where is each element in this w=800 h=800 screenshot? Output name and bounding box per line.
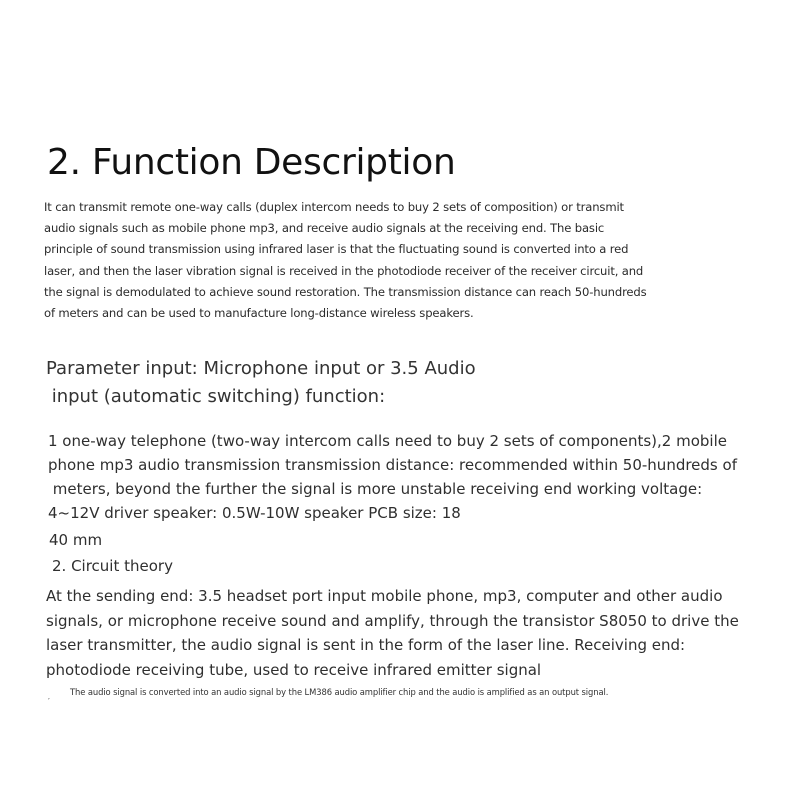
intro-line: laser, and then the laser vibration signal is received in the photodiode receiver of the receiver circuit, and	[44, 263, 644, 278]
spec-line: meters, beyond the further the signal is more unstable receiving end working voltage:	[48, 480, 703, 498]
parameter-heading	[46, 355, 476, 411]
footnote: The audio signal is converted into an audio signal by the LM386 audio amplifier chip and the audio is amplified as an output signal.	[70, 687, 609, 697]
footnote-mark: ′	[48, 697, 50, 706]
intro-line: the signal is demodulated to achieve sound restoration. The transmission distance can reach 50-hundreds	[44, 284, 647, 299]
parameter-line: Parameter input: Microphone input or 3.5 Audio	[46, 358, 476, 379]
intro-line: audio signals such as mobile phone mp3, and receive audio signals at the receiving end. The basic	[44, 221, 605, 236]
page-title: 2. Function Description	[47, 142, 456, 184]
spec-line: phone mp3 audio transmission transmission distance: recommended within 50-hundreds of	[48, 456, 737, 474]
circuit-theory-heading: 2. Circuit theory	[52, 557, 173, 575]
pcb-size-tail: 40 mm	[49, 531, 103, 549]
theory-line: At the sending end: 3.5 headset port input mobile phone, mp3, computer and other audio	[46, 587, 723, 605]
theory-line: photodiode receiving tube, used to receive infrared emitter signal	[46, 660, 542, 679]
spec-line: 4~12V driver speaker: 0.5W-10W speaker PCB size: 18	[48, 504, 461, 522]
intro-paragraph	[44, 197, 764, 324]
theory-paragraph	[46, 584, 739, 682]
parameter-line: input (automatic switching) function:	[46, 386, 386, 407]
theory-line: signals, or microphone receive sound and amplify, through the transistor S8050 to drive the	[46, 611, 739, 630]
intro-line: It can transmit remote one-way calls (duplex intercom needs to buy 2 sets of composition) or transmit	[44, 200, 624, 214]
spec-paragraph	[48, 429, 737, 525]
theory-line: laser transmitter, the audio signal is sent in the form of the laser line. Receiving end:	[46, 636, 686, 654]
intro-line: of meters and can be used to manufacture long-distance wireless speakers.	[44, 306, 474, 321]
spec-line: 1 one-way telephone (two-way intercom calls need to buy 2 sets of components),2 mobile	[48, 432, 727, 450]
intro-line: principle of sound transmission using infrared laser is that the fluctuating sound is converted into a red	[44, 242, 629, 257]
